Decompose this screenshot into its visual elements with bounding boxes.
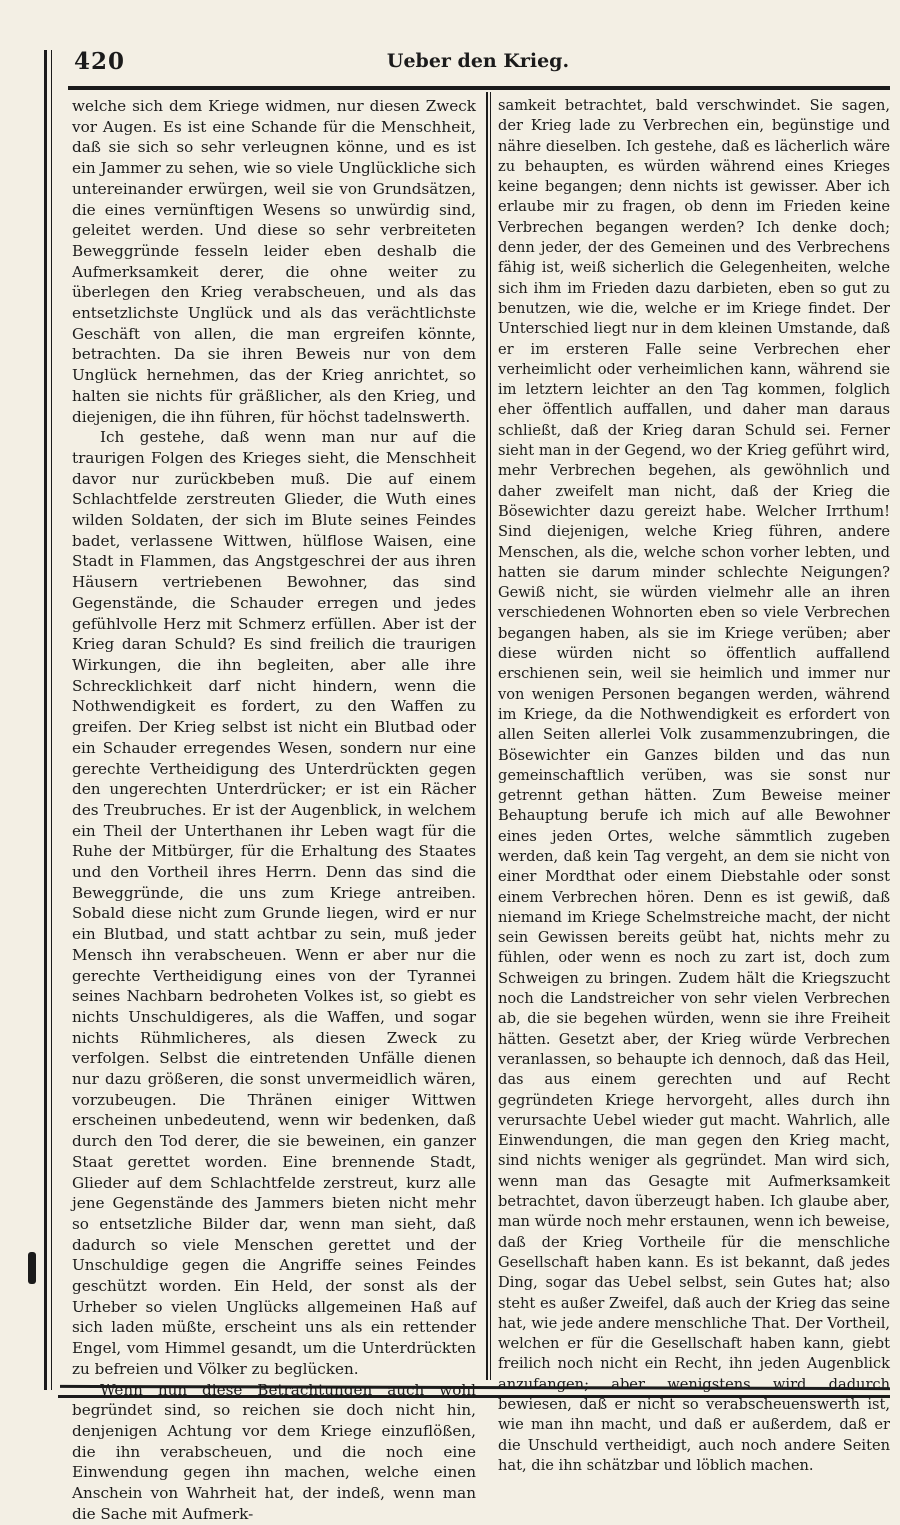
footer-rule-lower [58,1395,890,1398]
paragraph: Wenn nun diese Betrachtungen auch wohl begründet sind, so reichen sie doch nicht hin, denjenigen Achtung vor dem Kriege einzuflößen, die ihn verabscheuen, und die noch eine Einwendung gegen ihn machen, welche einen Anschein von Wahrheit hat, der indeß, wenn man die Sache mit Aufmerk- [72,1380,476,1523]
column-divider [486,92,488,1380]
right-column [498,96,890,1474]
left-border-rule-thin [51,50,52,1390]
paragraph: welche sich dem Kriege widmen, nur diesen Zweck vor Augen. Es ist eine Schande für die Menschheit, daß sie sich so sehr verleugnen könne, und es ist ein Jammer zu sehen, wie so viele Unglückliche sich untereinander erwürgen, weil sie von Grundsätzen, die eines vernünftigen Wesens so unwürdig sind, geleitet werden. Und diese so sehr verbreiteten Beweggründe fesseln leider eben deshalb die Aufmerksamkeit derer, die ohne weiter zu überlegen den Krieg verabscheuen, und als das entsetzlichste Unglück und als das verächtlichste Geschäft von allen, die man ergreifen könnte, betrachten. Da sie ihren Beweis nur von dem Unglück hernehmen, das der Krieg anrichtet, so halten sie nichts für gräßlicher, als den Krieg, und diejenigen, die ihn führen, für höchst tadelnswerth. [72,97,476,426]
left-column [72,96,476,1523]
paragraph: Ich gestehe, daß wenn man nur auf die traurigen Folgen des Krieges sieht, die Menschheit davor nur zurückbeben muß. Die auf einem Schlachtfelde zerstreuten Glieder, die Wuth eines wilden Soldaten, der sich im Blute seines Feindes badet, verlassene Wittwen, hülflose Waisen, eine Stadt in Flammen, das Angstgeschrei der aus ihren Häusern vertriebenen Bewohner, das sind Gegenstände, die Schauder erregen und jedes gefühlvolle Herz mit Schmerz erfüllen. Aber ist der Krieg daran Schuld? Es sind freilich die traurigen Wirkungen, die ihn begleiten, aber alle ihre Schrecklichkeit darf nicht hindern, wenn die Nothwendigkeit es fordert, zu den Waffen zu greifen. Der Krieg selbst ist nicht ein Blutbad oder ein Schauder erregendes Wesen, sondern nur eine gerechte Vertheidigung des Unterdrückten gegen den ungerechten Unterdrücker; er ist ein Rächer des Treubruches. Er ist der Augenblick, in welchem ein Theil der Unterthanen ihr Leben wagt für die Ruhe der Mitbürger, für die Erhaltung des Staates und den Vortheil ihres Herrn. Denn das sind die Beweggründe, die uns zum Kriege antreiben. Sobald diese nicht zum Grunde liegen, wird er nur ein Blutbad, und statt achtbar zu sein, muß jeder Mensch ihn verabscheuen. Wenn er aber nur die gerechte Vertheidigung eines von der Tyrannei seines Nachbarn bedroheten Volkes ist, so giebt es nichts Unschuldigeres, als die Waffen, und sogar nichts Rühmlicheres, als diesen Zweck zu verfolgen. Selbst die eintretenden Unfälle dienen nur dazu größeren, die sonst unvermeidlich wären, vorzubeugen. Die Thränen einiger Wittwen erscheinen unbedeutend, wenn wir bedenken, daß durch den Tod derer, die sie beweinen, ein ganzer Staat gerettet worden. Eine brennende Stadt, Glieder auf dem Schlachtfelde zerstreut, kurz alle jene Gegenstände des Jammers bieten nicht mehr so entsetzliche Bilder dar, wenn man sieht, daß dadurch so viele Menschen gerettet und der Unschuldige gegen die Angriffe seines Feindes geschützt worden. Ein Held, der sonst als der Urheber so vielen Unglücks allgemeinen Haß auf sich laden müßte, erscheint uns als ein rettender Engel, vom Himmel gesandt, um die Unterdrückten zu befreien und Völker zu beglücken. [72,428,476,1378]
header-rule [68,86,890,90]
margin-mark [28,1252,36,1284]
column-divider-thin [490,92,491,1380]
page-header [68,48,888,80]
paragraph: samkeit betrachtet, bald verschwindet. Sie sagen, der Krieg lade zu Verbrechen ein, begünstige und nähre dieselben. Ich gestehe, daß es lächerlich wäre zu behaupten, es würden während eines Krieges keine begangen; denn nichts ist gewisser. Aber ich erlaube mir zu fragen, ob denn im Frieden keine Verbrechen begangen werden? Ich denke doch; denn jeder, der des Gemeinen und des Verbrechens fähig ist, weiß sicherlich die Gelegenheiten, welche sich ihm im Frieden dazu darbieten, eben so gut zu benutzen, wie die, welche er im Kriege findet. Der Unterschied liegt nur in dem kleinen Umstande, daß er im ersteren Falle seine Verbrechen eher verheimlicht oder verheimlichen kann, während sie im letztern leichter an den Tag kommen, folglich eher öffentlich auffallen, und daher man daraus schließt, daß der Krieg daran Schuld sei. Ferner sieht man in der Gegend, wo der Krieg geführt wird, mehr Verbrechen begehen, als gewöhnlich und daher zweifelt man nicht, daß der Krieg die Bösewichter dazu gereizt habe. Welcher Irrthum! Sind diejenigen, welche Krieg führen, andere Menschen, als die, welche schon vorher lebten, und hatten sie darum minder schlechte Neigungen? Gewiß nicht, sie würden vielmehr alle an ihren verschiedenen Wohnorten eben so viele Verbrechen begangen haben, als sie im Kriege verüben; aber diese würden nicht so öffentlich auffallend erschienen sein, weil sie heimlich und immer nur von wenigen Personen begangen werden, während im Kriege, da die Nothwendigkeit es erfordert von allen Seiten allerlei Volk zusammenzubringen, die Bösewichter ein Ganzes bilden und das nun gemeinschaftlich verüben, was sie sonst nur getrennt gethan hätten. Zum Beweise meiner Behauptung berufe ich mich auf alle Bewohner eines jeden Ortes, welche sämmtlich zugeben werden, daß kein Tag vergeht, an dem sie nicht von einer Mordthat oder einem Diebstahle oder sonst einem Verbrechen hören. Denn es ist gewiß, daß niemand im Kriege Schelmstreiche macht, der nicht sein Gewissen bereits geübt hat, nichts mehr zu fühlen, oder wenn es noch zu zart ist, doch zum Schweigen zu bringen. Zudem hält die Kriegszucht noch die Landstreicher von sehr vielen Verbrechen ab, die sie begehen würden, wenn sie ihre Freiheit hätten. Gesetzt aber, der Krieg würde Verbrechen veranlassen, so behaupte ich dennoch, daß das Heil, das aus einem gerechten und auf Recht gegründeten Kriege hervorgeht, alles durch ihn verursachte Uebel wieder gut macht. Wahrlich, alle Einwendungen, die man gegen den Krieg macht, sind nichts weniger als gegründet. Man wird sich, wenn man das Gesagte mit Aufmerksamkeit betrachtet, davon überzeugt haben. Ich glaube aber, man würde noch mehr erstaunen, wenn ich beweise, daß der Krieg Vortheile für die menschliche Gesellschaft haben kann. Es ist bekannt, daß jedes Ding, sogar das Uebel selbst, sein Gutes hat; also steht es außer Zweifel, daß auch der Krieg das seine hat, wie jede andere menschliche That. Der Vortheil, welchen er für die Gesellschaft haben kann, giebt freilich noch nicht ein Recht, ihn jeden Augenblick anzufangen; aber wenigstens wird dadurch bewiesen, daß er nicht so verabscheuenswerth ist, wie man ihn macht, und daß er außerdem, daß er die Unschuld vertheidigt, auch noch andere Seiten hat, die ihn schätzbar und löblich machen. [498,97,890,1474]
running-title: Ueber den Krieg. [386,50,570,72]
page-number: 420 [74,48,126,75]
left-border-rule [44,50,47,1390]
